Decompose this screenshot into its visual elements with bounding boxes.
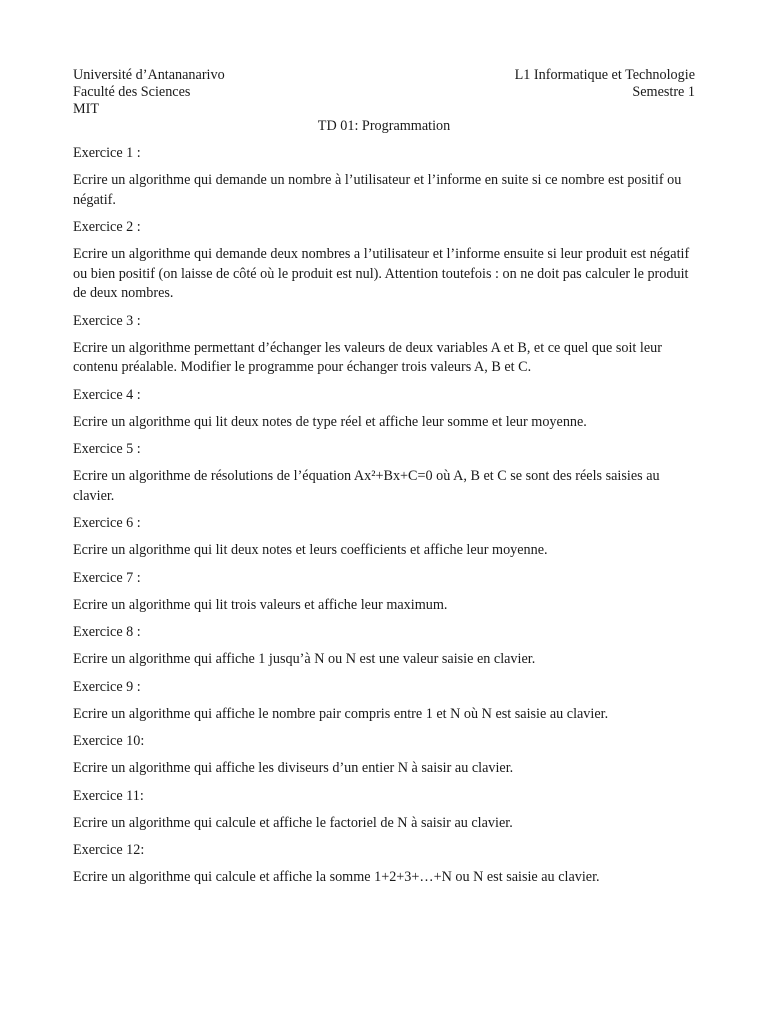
exercise-text: Ecrire un algorithme qui demande deux nombres a l’utilisateur et l’informe ensuite si leur produit est négatif ou bien positif (on laisse de côté où le produit est nul). Attention toutefois : on ne doit pas calculer le produit de deux nombres. xyxy=(73,246,690,301)
exercise-text: Ecrire un algorithme qui lit trois valeurs et affiche leur maximum. xyxy=(73,596,448,613)
exercise-label: Exercice 7 : xyxy=(73,569,141,586)
exercise-label: Exercice 10: xyxy=(73,733,145,749)
exercise-label: Exercice 5 : xyxy=(73,441,141,457)
exercise-text: Ecrire un algorithme qui calcule et affiche la somme 1+2+3+…+N ou N est saisie au clavier. xyxy=(73,869,600,885)
exercise-label: Exercice 6 : xyxy=(73,515,141,531)
department-name: MIT xyxy=(73,101,100,117)
exercise-text: Ecrire un algorithme de résolutions de l’équation Ax²+Bx+C=0 où A, B et C se sont des réels saisies au clavier. xyxy=(73,468,660,504)
exercise-label: Exercice 9 : xyxy=(73,678,141,695)
exercise-text: Ecrire un algorithme qui demande un nombre à l’utilisateur et l’informe en suite si ce nombre est positif ou négatif. xyxy=(73,172,682,208)
document-title: TD 01: Programmation xyxy=(317,118,451,134)
document-header xyxy=(73,67,695,118)
exercise-label: Exercice 1 : xyxy=(73,145,141,161)
exercise-label: Exercice 2 : xyxy=(73,219,141,235)
semester-label: Semestre 1 xyxy=(632,84,695,100)
university-name: Université d’Antananarivo xyxy=(73,67,225,83)
exercise-text: Ecrire un algorithme qui calcule et affiche le factoriel de N à saisir au clavier. xyxy=(73,814,513,831)
exercise-label: Exercice 3 : xyxy=(73,312,141,329)
exercise-label: Exercice 4 : xyxy=(73,386,141,403)
header-right-block xyxy=(515,67,695,101)
exercise-text: Ecrire un algorithme qui affiche 1 jusqu’à N ou N est une valeur saisie en clavier. xyxy=(73,651,536,667)
exercise-label: Exercice 12: xyxy=(73,842,145,858)
header-left-block xyxy=(73,67,225,118)
faculty-name: Faculté des Sciences xyxy=(73,84,191,100)
exercise-text: Ecrire un algorithme qui affiche les diviseurs d’un entier N à saisir au clavier. xyxy=(73,760,514,776)
exercise-text: Ecrire un algorithme qui affiche le nombre pair compris entre 1 et N où N est saisie au clavier. xyxy=(73,705,609,722)
exercise-text: Ecrire un algorithme permettant d’échanger les valeurs de deux variables A et B, et ce quel que soit leur contenu préalable. Modifier le programme pour échanger trois valeurs A, B et C. xyxy=(73,339,662,375)
exercise-label: Exercice 11: xyxy=(73,787,144,804)
exercise-text: Ecrire un algorithme qui lit deux notes et leurs coefficients et affiche leur moyenne. xyxy=(73,542,548,558)
exercise-label: Exercice 8 : xyxy=(73,624,141,640)
exercise-list xyxy=(73,144,695,888)
exercise-text: Ecrire un algorithme qui lit deux notes de type réel et affiche leur somme et leur moyenne. xyxy=(73,413,587,430)
program-name: L1 Informatique et Technologie xyxy=(514,67,695,83)
